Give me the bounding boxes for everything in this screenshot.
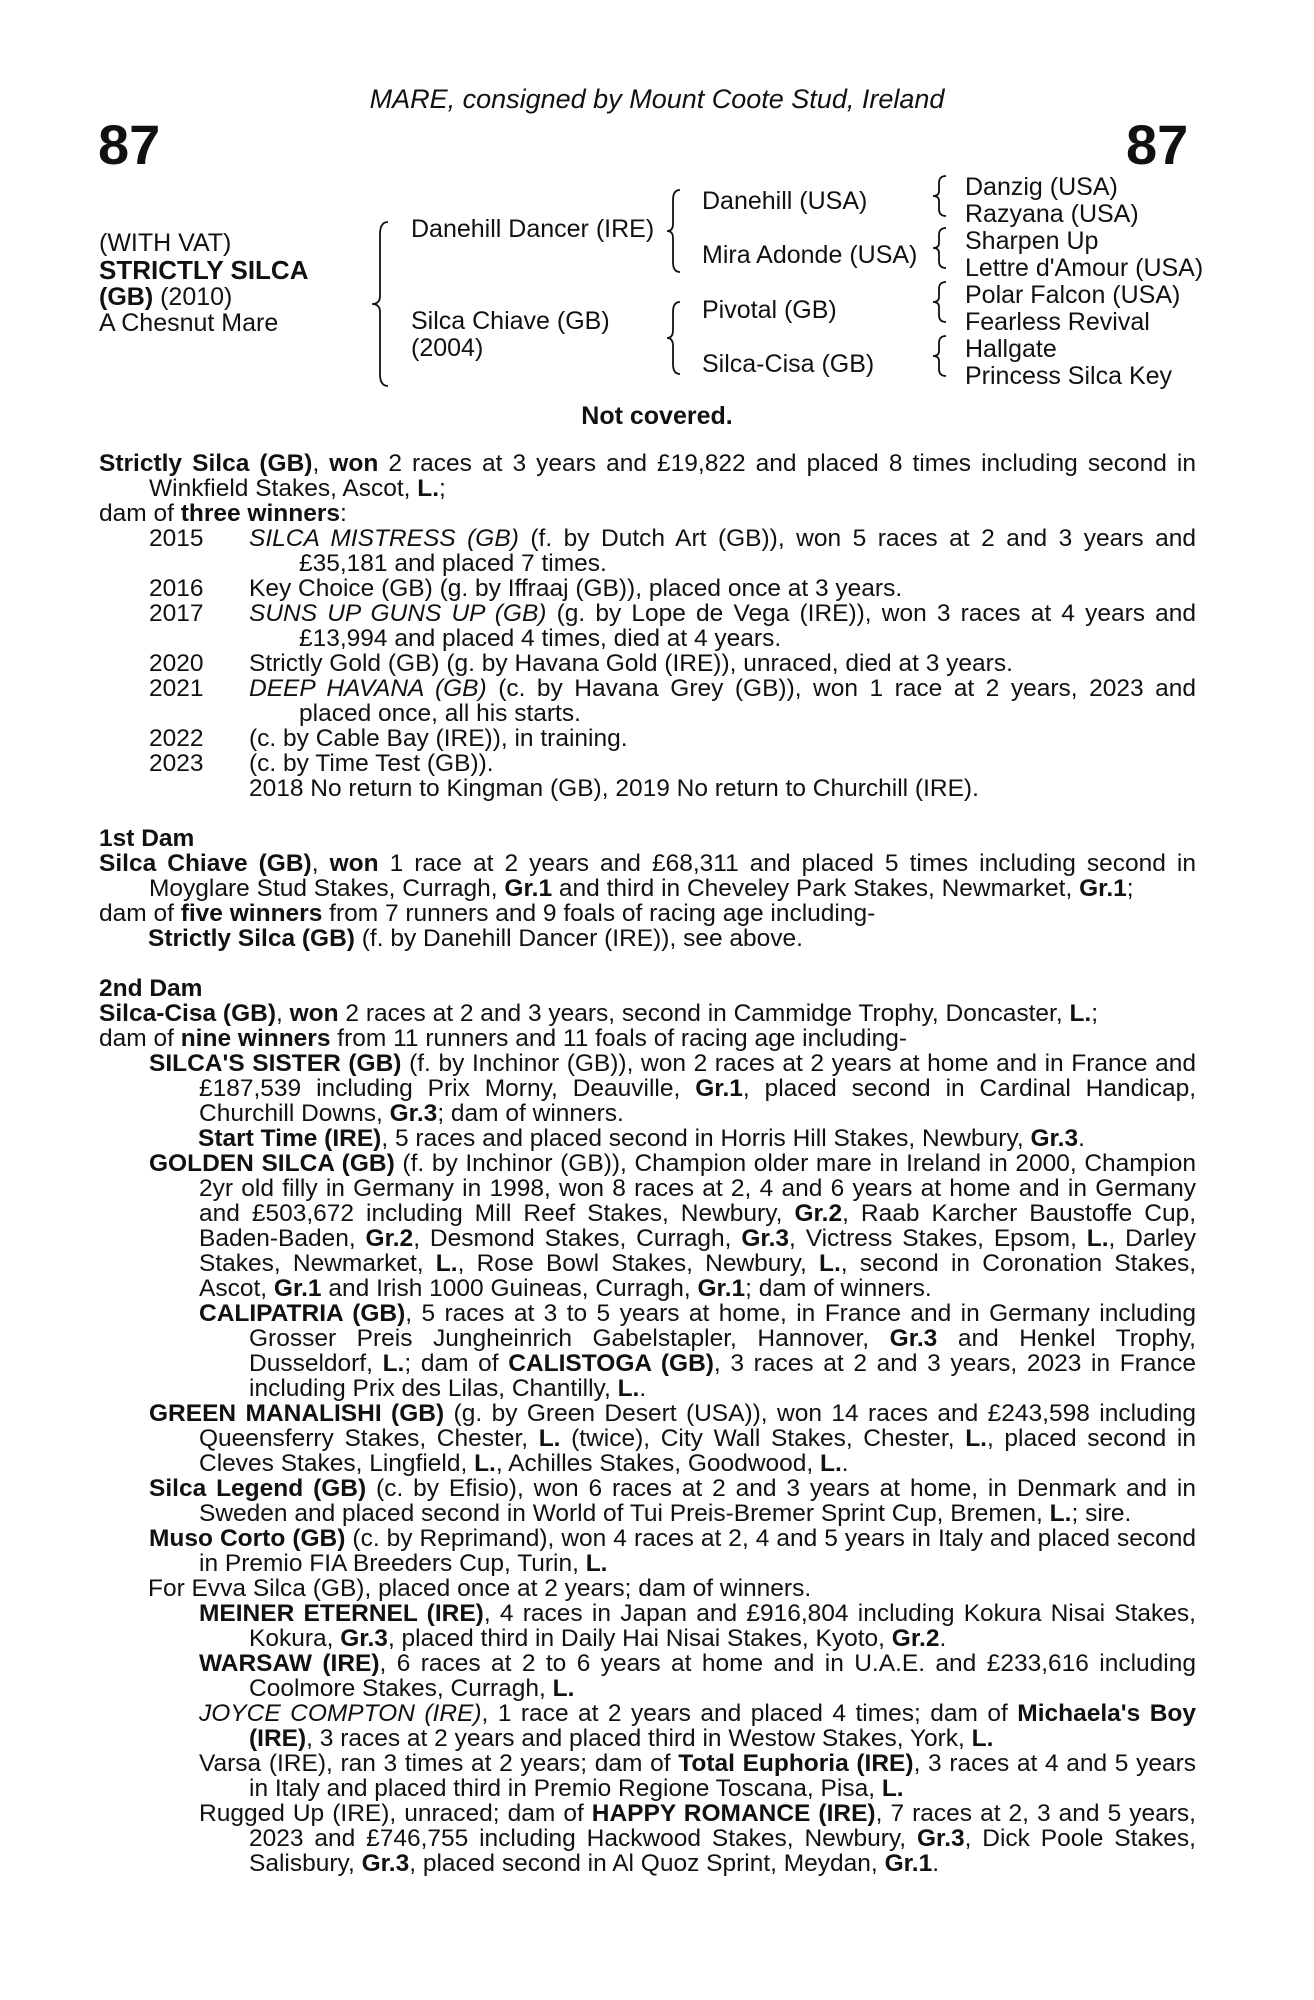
entry-varsa: Varsa (IRE), ran 3 times at 2 years; dam of Total Euphoria (IRE), 3 races at 4 and 5 years in Italy and placed third in Premio Regione Toscana, Pisa, L. [199,1750,1197,1802]
horse-description: A Chesnut Mare [99,309,279,337]
consignment-header: MARE, consigned by Mount Coote Stud, Ireland [369,84,945,114]
entry-meiner-eternel: MEINER ETERNEL (IRE), 4 races in Japan and £916,804 including Kokura Nisai Stakes, Kokura, Gr.3, placed third in Daily Hai Nisai Stakes, Kyoto, Gr.2. [199,1600,1196,1652]
entry-warsaw: WARSAW (IRE), 6 races at 2 to 6 years at home and in U.A.E. and £233,616 including Coolmore Stakes, Curragh, L. [199,1650,1196,1702]
first-dam-heading: 1st Dam [99,825,195,852]
pedigree-ssd: Razyana (USA) [965,200,1139,228]
pedigree-ddd: Princess Silca Key [965,362,1173,390]
produce-dam-of: dam of three winners: [99,500,347,527]
second-dam-record: Silca-Cisa (GB), won 2 races at 2 and 3 years, second in Cammidge Trophy, Doncaster, L.; [99,1000,1099,1027]
first-dam-record: Silca Chiave (GB), won 1 race at 2 years and £68,311 and placed 5 times including second in Moyglare Stud Stakes, Curragh, Gr.1 and third in Cheveley Park Stakes, Newmarket, Gr.1; [99,850,1197,902]
produce-row: 2016 Key Choice (GB) (g. by Iffraaj (GB)), placed once at 3 years. [149,575,903,602]
produce-note: 2018 No return to Kingman (GB), 2019 No return to Churchill (IRE). [249,775,979,802]
entry-muso-corto: Muso Corto (GB) (c. by Reprimand), won 4 races at 2, 4 and 5 years in Italy and placed second in Premio FIA Breeders Cup, Turin, L. [149,1525,1196,1577]
entry-silca-legend: Silca Legend (GB) (c. by Efisio), won 6 races at 2 and 3 years at home, in Denmark and in Sweden and placed second in World of Tui Preis-Bremer Sprint Cup, Bremen, L.; sire. [149,1475,1196,1527]
entry-green-manalishi: GREEN MANALISHI (GB) (g. by Green Desert (USA)), won 14 races and £243,598 including Queensferry Stakes, Chester, L. (twice), City Wall Stakes, Chester, L., placed second in Cleves Stakes, Lingfield, L., Achilles Stakes, Goodwood, L.. [149,1400,1196,1477]
covering-status: Not covered. [581,402,733,430]
pedigree-sire-dam: Mira Adonde (USA) [702,241,918,269]
pedigree-dam: Silca Chiave (GB) [411,307,610,335]
produce-intro: Strictly Silca (GB), won 2 races at 3 years and £19,822 and placed 8 times including second in Winkfield Stakes, Ascot, L.; [99,450,1196,502]
pedigree-sdd: Lettre d'Amour (USA) [965,254,1204,282]
entry-joyce-compton: JOYCE COMPTON (IRE), 1 race at 2 years and placed 4 times; dam of Michaela's Boy (IRE), 3 races at 2 years and placed third in Westow Stakes, York, L. [199,1700,1196,1752]
pedigree-dam-sire: Pivotal (GB) [702,296,837,324]
lot-number-left: 87 [98,113,161,176]
produce-row: 2017 SUNS UP GUNS UP (GB) (g. by Lope de Vega (IRE)), won 3 races at 4 years and £13,994 and placed 4 times, died at 4 years. [149,600,1197,652]
produce-row: 2023 (c. by Time Test (GB)). [149,750,494,777]
entry-calipatria: CALIPATRIA (GB), 5 races at 3 to 5 years at home, in France and in Germany including Grosser Preis Jungheinrich Gabelstapler, Hannover, Gr.3 and Henkel Trophy, Dusseldorf, L.; dam of CALISTOGA (GB), 3 races at 2 and 3 years, 2023 in France including Prix des Lilas, Chantilly, L.. [199,1300,1197,1402]
produce-row: 2022 (c. by Cable Bay (IRE)), in training. [149,725,628,752]
entry-evva-silca: For Evva Silca (GB), placed once at 2 years; dam of winners. [148,1575,812,1602]
produce-row: 2015 SILCA MISTRESS (GB) (f. by Dutch Art (GB)), won 5 races at 2 and 3 years and £35,181 and placed 7 times. [149,525,1196,577]
pedigree-dam-year: (2004) [411,334,484,362]
entry-rugged-up: Rugged Up (IRE), unraced; dam of HAPPY ROMANCE (IRE), 7 races at 2, 3 and 5 years, 2023 and £746,755 including Hackwood Stakes, Newbury, Gr.3, Dick Poole Stakes, Salisbury, Gr.3, placed second in Al Quoz Sprint, Meydan, Gr.1. [199,1800,1196,1877]
pedigree-dds: Hallgate [965,335,1057,363]
pedigree-sss: Danzig (USA) [965,173,1118,201]
pedigree-sds: Sharpen Up [965,227,1099,255]
produce-row: 2020 Strictly Gold (GB) (g. by Havana Gold (IRE)), unraced, died at 3 years. [149,650,1013,677]
first-dam-child: Strictly Silca (GB) (f. by Danehill Dancer (IRE)), see above. [148,925,803,952]
vat-label: (WITH VAT) [99,229,232,257]
lot-number-right: 87 [1126,113,1189,176]
produce-row: 2021 DEEP HAVANA (GB) (c. by Havana Grey (GB)), won 1 race at 2 years, 2023 and placed once, all his starts. [149,675,1196,727]
entry-golden-silca: GOLDEN SILCA (GB) (f. by Inchinor (GB)), Champion older mare in Ireland in 2000, Champion 2yr old filly in Germany in 1998, won 8 races at 2, 4 and 6 years at home and in Germany and £503,672 including Mill Reef Stakes, Newbury, Gr.2, Raab Karcher Baustoffe Cup, Baden-Baden, Gr.2, Desmond Stakes, Curragh, Gr.3, Victress Stakes, Epsom, L., Darley Stakes, Newmarket, L., Rose Bowl Stakes, Newbury, L., second in Coronation Stakes, Ascot, Gr.1 and Irish 1000 Guineas, Curragh, Gr.1; dam of winners. [149,1150,1197,1302]
first-dam-dam-of: dam of five winners from 7 runners and 9 foals of racing age including- [99,900,876,927]
entry-silcas-sister: SILCA'S SISTER (GB) (f. by Inchinor (GB)), won 2 races at 2 years at home and in France and £187,539 including Prix Morny, Deauville, Gr.1, placed second in Cardinal Handicap, Churchill Downs, Gr.3; dam of winners. [149,1050,1197,1127]
entry-start-time: Start Time (IRE), 5 races and placed second in Horris Hill Stakes, Newbury, Gr.3. [198,1125,1085,1152]
second-dam-heading: 2nd Dam [99,975,203,1002]
catalogue-body [99,451,1196,1876]
pedigree-dam-dam: Silca-Cisa (GB) [702,350,875,378]
second-dam-dam-of: dam of nine winners from 11 runners and 11 foals of racing age including- [99,1025,908,1052]
horse-origin: (GB) [99,283,154,311]
horse-year: (2010) [153,283,233,311]
pedigree-dss: Polar Falcon (USA) [965,281,1181,309]
horse-name: STRICTLY SILCA [99,255,309,285]
pedigree-sire: Danehill Dancer (IRE) [411,215,655,243]
pedigree-dsd: Fearless Revival [965,308,1150,336]
pedigree-sire-sire: Danehill (USA) [702,187,868,215]
